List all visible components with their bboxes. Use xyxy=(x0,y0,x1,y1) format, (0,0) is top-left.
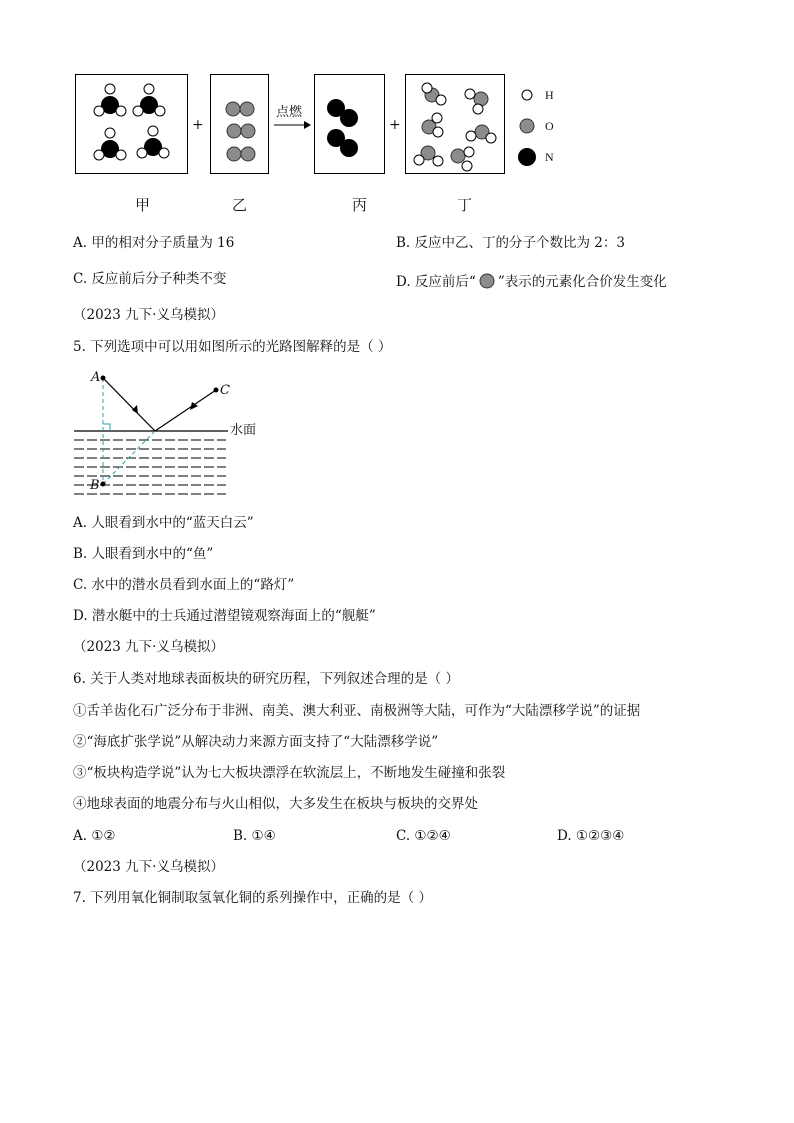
arrow-label: 点燃 xyxy=(276,105,303,120)
h2o-molecule xyxy=(451,147,474,171)
point-a-label: A xyxy=(91,370,101,385)
q6-option-c: C. ①②④ xyxy=(396,828,451,844)
ch4-molecule xyxy=(133,84,165,116)
q5-option-c: C. 水中的潜水员看到水面上的“路灯” xyxy=(73,577,295,593)
h2o-molecule xyxy=(414,146,443,166)
q6-statement-1: ①舌羊齿化石广泛分布于非洲、南美、澳大利亚、南极洲等大陆，可作为“大陆漂移学说”的证据 xyxy=(73,703,641,719)
plus-sign: + xyxy=(192,117,204,133)
legend-h-label: H xyxy=(545,88,554,102)
q4-option-b: B. 反应中乙、丁的分子个数比为 2：3 xyxy=(396,235,625,251)
legend-symbols xyxy=(515,84,539,166)
label-ding: 丁 xyxy=(457,196,473,214)
q4-option-a: A. 甲的相对分子质量为 16 xyxy=(73,235,235,251)
oxygen-atom-icon xyxy=(479,273,495,289)
molecules-yi xyxy=(210,74,268,173)
o2-molecule xyxy=(226,102,254,116)
o2-molecule xyxy=(227,124,255,138)
label-yi: 乙 xyxy=(232,196,248,214)
q6-source: （2023 九下·义乌模拟） xyxy=(73,639,224,655)
molecules-bing xyxy=(314,74,384,173)
point-b-label: B xyxy=(90,478,100,493)
label-jia: 甲 xyxy=(135,196,151,214)
q6-option-d: D. ①②③④ xyxy=(557,828,625,844)
ch4-molecule xyxy=(94,84,126,116)
q6-statement-4: ④地球表面的地震分布与火山相似，大多发生在板块与板块的交界处 xyxy=(73,796,478,812)
legend-h-circle xyxy=(522,90,532,100)
q7-stem: 7. 下列用氧化铜制取氢氧化铜的系列操作中，正确的是（ ） xyxy=(73,890,432,906)
q6-statement-3: ③“板块构造学说”认为七大板块漂浮在软流层上，不断地发生碰撞和张裂 xyxy=(73,765,506,781)
q5-option-a: A. 人眼看到水中的“蓝天白云” xyxy=(73,515,254,531)
h2o-molecule xyxy=(422,83,446,105)
label-bing: 丙 xyxy=(352,196,368,214)
o2-molecule xyxy=(227,147,255,161)
q4-option-d-suffix: ”表示的元素化合价发生变化 xyxy=(497,274,667,290)
n2-molecule xyxy=(327,99,358,127)
reaction-arrow xyxy=(272,120,312,130)
legend-n-label: N xyxy=(545,150,554,164)
plus-sign: + xyxy=(389,117,401,133)
q6-statement-2: ②“海底扩张学说”从解决动力来源方面支持了“大陆漂移学说” xyxy=(73,734,439,750)
ch4-molecule xyxy=(94,128,126,160)
h2o-molecule xyxy=(465,89,488,114)
q5-stem: 5. 下列选项中可以用如图所示的光路图解释的是（ ） xyxy=(73,339,392,355)
q4-option-d xyxy=(396,270,667,291)
q4-option-d-prefix: D. 反应前后“ xyxy=(396,274,476,290)
n2-molecule xyxy=(327,129,358,157)
q6-stem: 6. 关于人类对地球表面板块的研究历程，下列叙述合理的是（ ） xyxy=(73,671,459,687)
h2o-molecule xyxy=(466,125,496,143)
molecules-ding xyxy=(405,74,504,173)
point-c-label: C xyxy=(220,383,230,398)
legend-o-circle xyxy=(520,119,534,133)
water-surface-label: 水面 xyxy=(230,423,257,438)
legend-o-label: O xyxy=(545,119,554,133)
q5-option-d: D. 潜水艇中的士兵通过潜望镜观察海面上的“舰艇” xyxy=(73,608,376,624)
q5-source: （2023 九下·义乌模拟） xyxy=(73,307,224,323)
q6-option-a: A. ①② xyxy=(73,828,116,844)
ch4-molecule xyxy=(137,126,169,158)
molecules-jia xyxy=(75,74,187,173)
q4-option-c: C. 反应前后分子种类不变 xyxy=(73,271,227,287)
q5-option-b: B. 人眼看到水中的“鱼” xyxy=(73,546,214,562)
q6-option-b: B. ①④ xyxy=(233,828,276,844)
legend-n-circle xyxy=(518,148,536,166)
h2o-molecule xyxy=(422,113,443,137)
q7-source: （2023 九下·义乌模拟） xyxy=(73,859,224,875)
